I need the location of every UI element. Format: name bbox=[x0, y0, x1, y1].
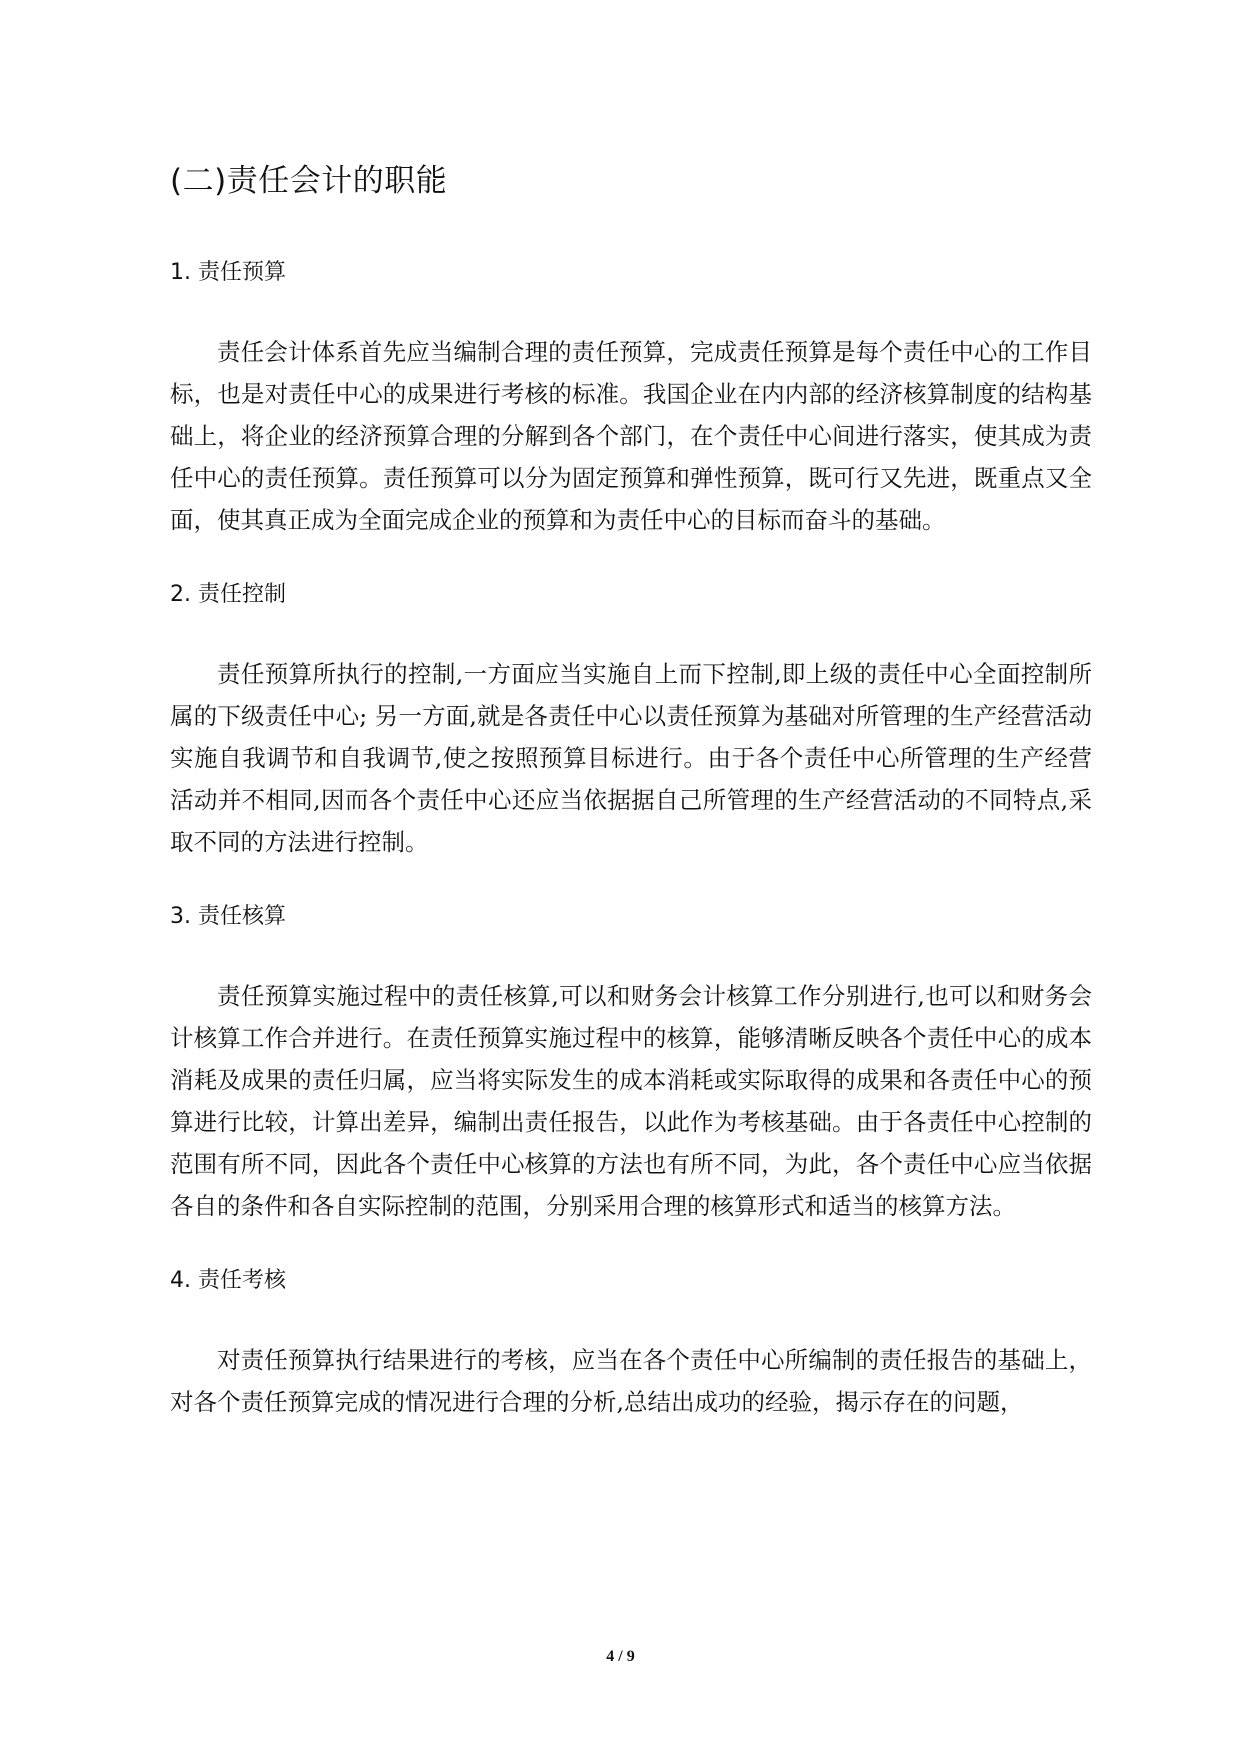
page-number: 4 / 9 bbox=[606, 1648, 635, 1665]
subheading-responsibility-assessment: 4. 责任考核 bbox=[170, 1268, 286, 1293]
subheading-responsibility-budget: 1. 责任预算 bbox=[170, 260, 286, 285]
page-content bbox=[170, 155, 1092, 1459]
subheading-responsibility-accounting: 3. 责任核算 bbox=[170, 904, 286, 929]
paragraph-responsibility-accounting: 责任预算实施过程中的责任核算,可以和财务会计核算工作分别进行,也可以和财务会计核算工作合并进行。在责任预算实施过程中的核算，能够清晰反映各个责任中心的成本消耗及成果的责任归属，应当将实际发生的成本消耗或实际取得的成果和各责任中心的预算进行比较，计算出差异，编制出责任报告，以此作为考核基础。由于各责任中心控制的范围有所不同，因此各个责任中心核算的方法也有所不同，为此，各个责任中心应当依据各自的条件和各自实际控制的范围，分别采用合理的核算形式和适当的核算方法。 bbox=[170, 982, 1092, 1220]
paragraph-responsibility-control: 责任预算所执行的控制,一方面应当实施自上而下控制,即上级的责任中心全面控制所属的下级责任中心; 另一方面,就是各责任中心以责任预算为基础对所管理的生产经营活动实施自我调节和自我调节,使之按照预算目标进行。由于各个责任中心所管理的生产经营活动并不相同,因而各个责任中心还应当依据据自己所管理的生产经营活动的不同特点,采取不同的方法进行控制。 bbox=[170, 660, 1093, 856]
paragraph-responsibility-assessment: 对责任预算执行结果进行的考核，应当在各个责任中心所编制的责任报告的基础上，对各个责任预算完成的情况进行合理的分析,总结出成功的经验，揭示存在的问题， bbox=[170, 1346, 1092, 1416]
subheading-responsibility-control: 2. 责任控制 bbox=[170, 582, 286, 607]
paragraph-responsibility-budget: 责任会计体系首先应当编制合理的责任预算，完成责任预算是每个责任中心的工作目标，也是对责任中心的成果进行考核的标准。我国企业在内内部的经济核算制度的结构基础上，将企业的经济预算合理的分解到各个部门，在个责任中心间进行落实，使其成为责任中心的责任预算。责任预算可以分为固定预算和弹性预算，既可行又先进，既重点又全面，使其真正成为全面完成企业的预算和为责任中心的目标而奋斗的基础。 bbox=[170, 338, 1092, 534]
section-title: (二)责任会计的职能 bbox=[170, 163, 448, 199]
